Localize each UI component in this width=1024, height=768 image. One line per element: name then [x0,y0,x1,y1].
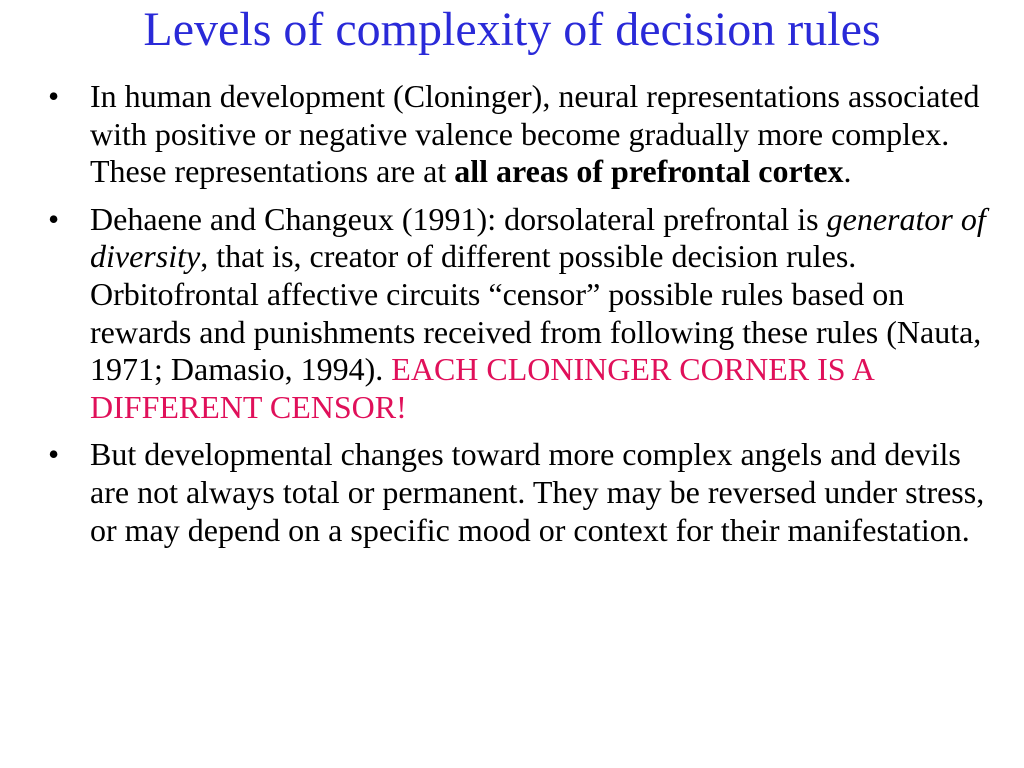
bullet-list [44,78,1004,559]
bullet-glyph: • [48,436,60,473]
bullet-1-bold-phrase: all areas of prefrontal cortex [454,153,844,190]
bullet-2-italic-phrase: generator of diversity [90,200,986,275]
bullet-1-text-part-1: In human development (Cloninger), neural representations associated with positive or negative valence become gradually more complex. These representations are at [90,78,980,190]
bullet-glyph: • [48,78,60,114]
bullet-3-text: But developmental changes toward more complex angels and devils are not always total or permanent. They may be reversed under stress, or may depend on a specific mood or context for their manifestation. [90,436,985,548]
bullet-item-dehaene [44,201,1004,427]
bullet-2-highlight-phrase: EACH CLONINGER CORNER IS A DIFFERENT CENSOR! [90,351,874,425]
bullet-glyph: • [48,200,60,237]
bullet-item-developmental [44,436,1004,549]
bullet-2-text-part-1: Dehaene and Changeux (1991): dorsolateral prefrontal is [90,200,827,237]
bullet-text [90,78,979,189]
bullet-text [90,201,986,425]
slide-title: Levels of complexity of decision rules [143,3,881,56]
bullet-item-cloninger [44,78,1004,191]
bullet-text [90,436,984,547]
bullet-1-text-part-2: . [843,153,852,190]
bullet-2-text-part-2: , that is, creator of different possible decision rules. Orbitofrontal affective circuits “censor” possible rules based on rewards and punishments received from following these rules (Nauta, 1971; Damasio, 1994). [90,238,982,388]
